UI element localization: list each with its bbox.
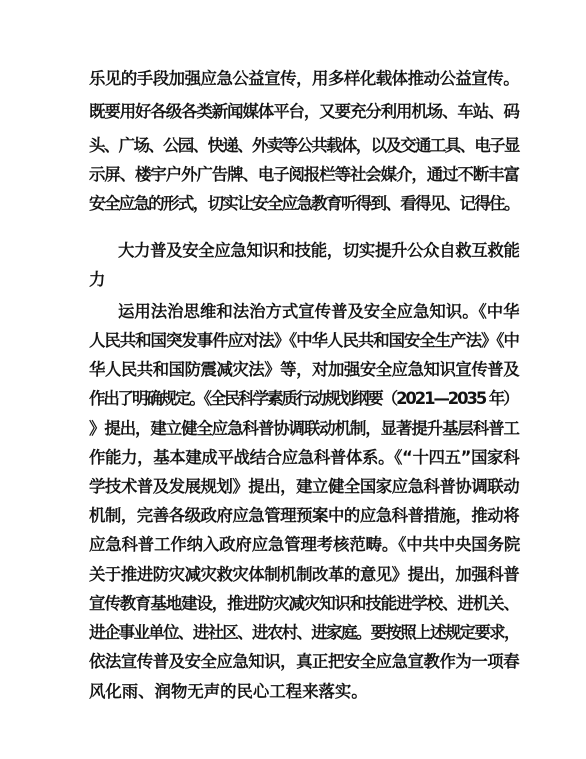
paragraph-line: 头、广场、公园、快递、外卖等公共载体，以及交通工具、电子显 bbox=[89, 136, 519, 155]
section-heading-continued: 力 bbox=[89, 270, 106, 289]
paragraph-line: 关于推进防灾减灾救灾体制机制改革的意见》提出，加强科普 bbox=[89, 565, 520, 584]
paragraph-line: 安全应急的形式，切实让安全应急教育听得到、看得见、记得住。 bbox=[89, 194, 519, 213]
paragraph-line: 华人民共和国防震减灾法》等，对加强安全应急知识宣传普及 bbox=[89, 360, 520, 379]
paragraph-line: 机制，完善各级政府应急管理预案中的应急科普措施，推动将 bbox=[89, 506, 520, 525]
paragraph-line: 》提出，建立健全应急科普协调联动机制，显著提升基层科普工 bbox=[89, 419, 519, 438]
paragraph-line: 既要用好各级各类新闻媒体平台，又要充分利用机场、车站、码 bbox=[89, 102, 519, 121]
paragraph-line: 运用法治思维和法治方式宣传普及安全应急知识。《中华 bbox=[118, 302, 520, 321]
paragraph-line: 进企事业单位、进社区、进农村、进家庭。要按照上述规定要求， bbox=[89, 623, 519, 642]
paragraph-line: 依法宣传普及安全应急知识，真正把安全应急宣教作为一项春 bbox=[89, 652, 520, 671]
paragraph-line: 作出了明确规定。《全民科学素质行动规划纲要（2021—2035 年） bbox=[89, 389, 518, 408]
paragraph-line: 乐见的手段加强应急公益宣传，用多样化载体推动公益宣传。 bbox=[89, 69, 520, 88]
paragraph-line: 风化雨、润物无声的民心工程来落实。 bbox=[89, 682, 368, 701]
paragraph-line: 应急科普工作纳入政府应急管理考核范畴。《中共中央国务院 bbox=[89, 535, 521, 554]
paragraph-line: 宣传教育基地建设，推进防灾减灾知识和技能进学校、进机关、 bbox=[89, 594, 519, 613]
paragraph-line: 作能力，基本建成平战结合应急科普体系。《“十四五”国家科 bbox=[89, 448, 520, 467]
paragraph-line: 示屏、楼宇户外广告牌、电子阅报栏等社会媒介，通过不断丰富 bbox=[89, 165, 519, 184]
paragraph-line: 人民共和国突发事件应对法》《中华人民共和国安全生产法》《中 bbox=[89, 331, 519, 350]
section-heading: 大力普及安全应急知识和技能，切实提升公众自救互救能 bbox=[118, 241, 520, 260]
paragraph-line: 学技术普及发展规划》提出，建立健全国家应急科普协调联动 bbox=[89, 477, 520, 496]
